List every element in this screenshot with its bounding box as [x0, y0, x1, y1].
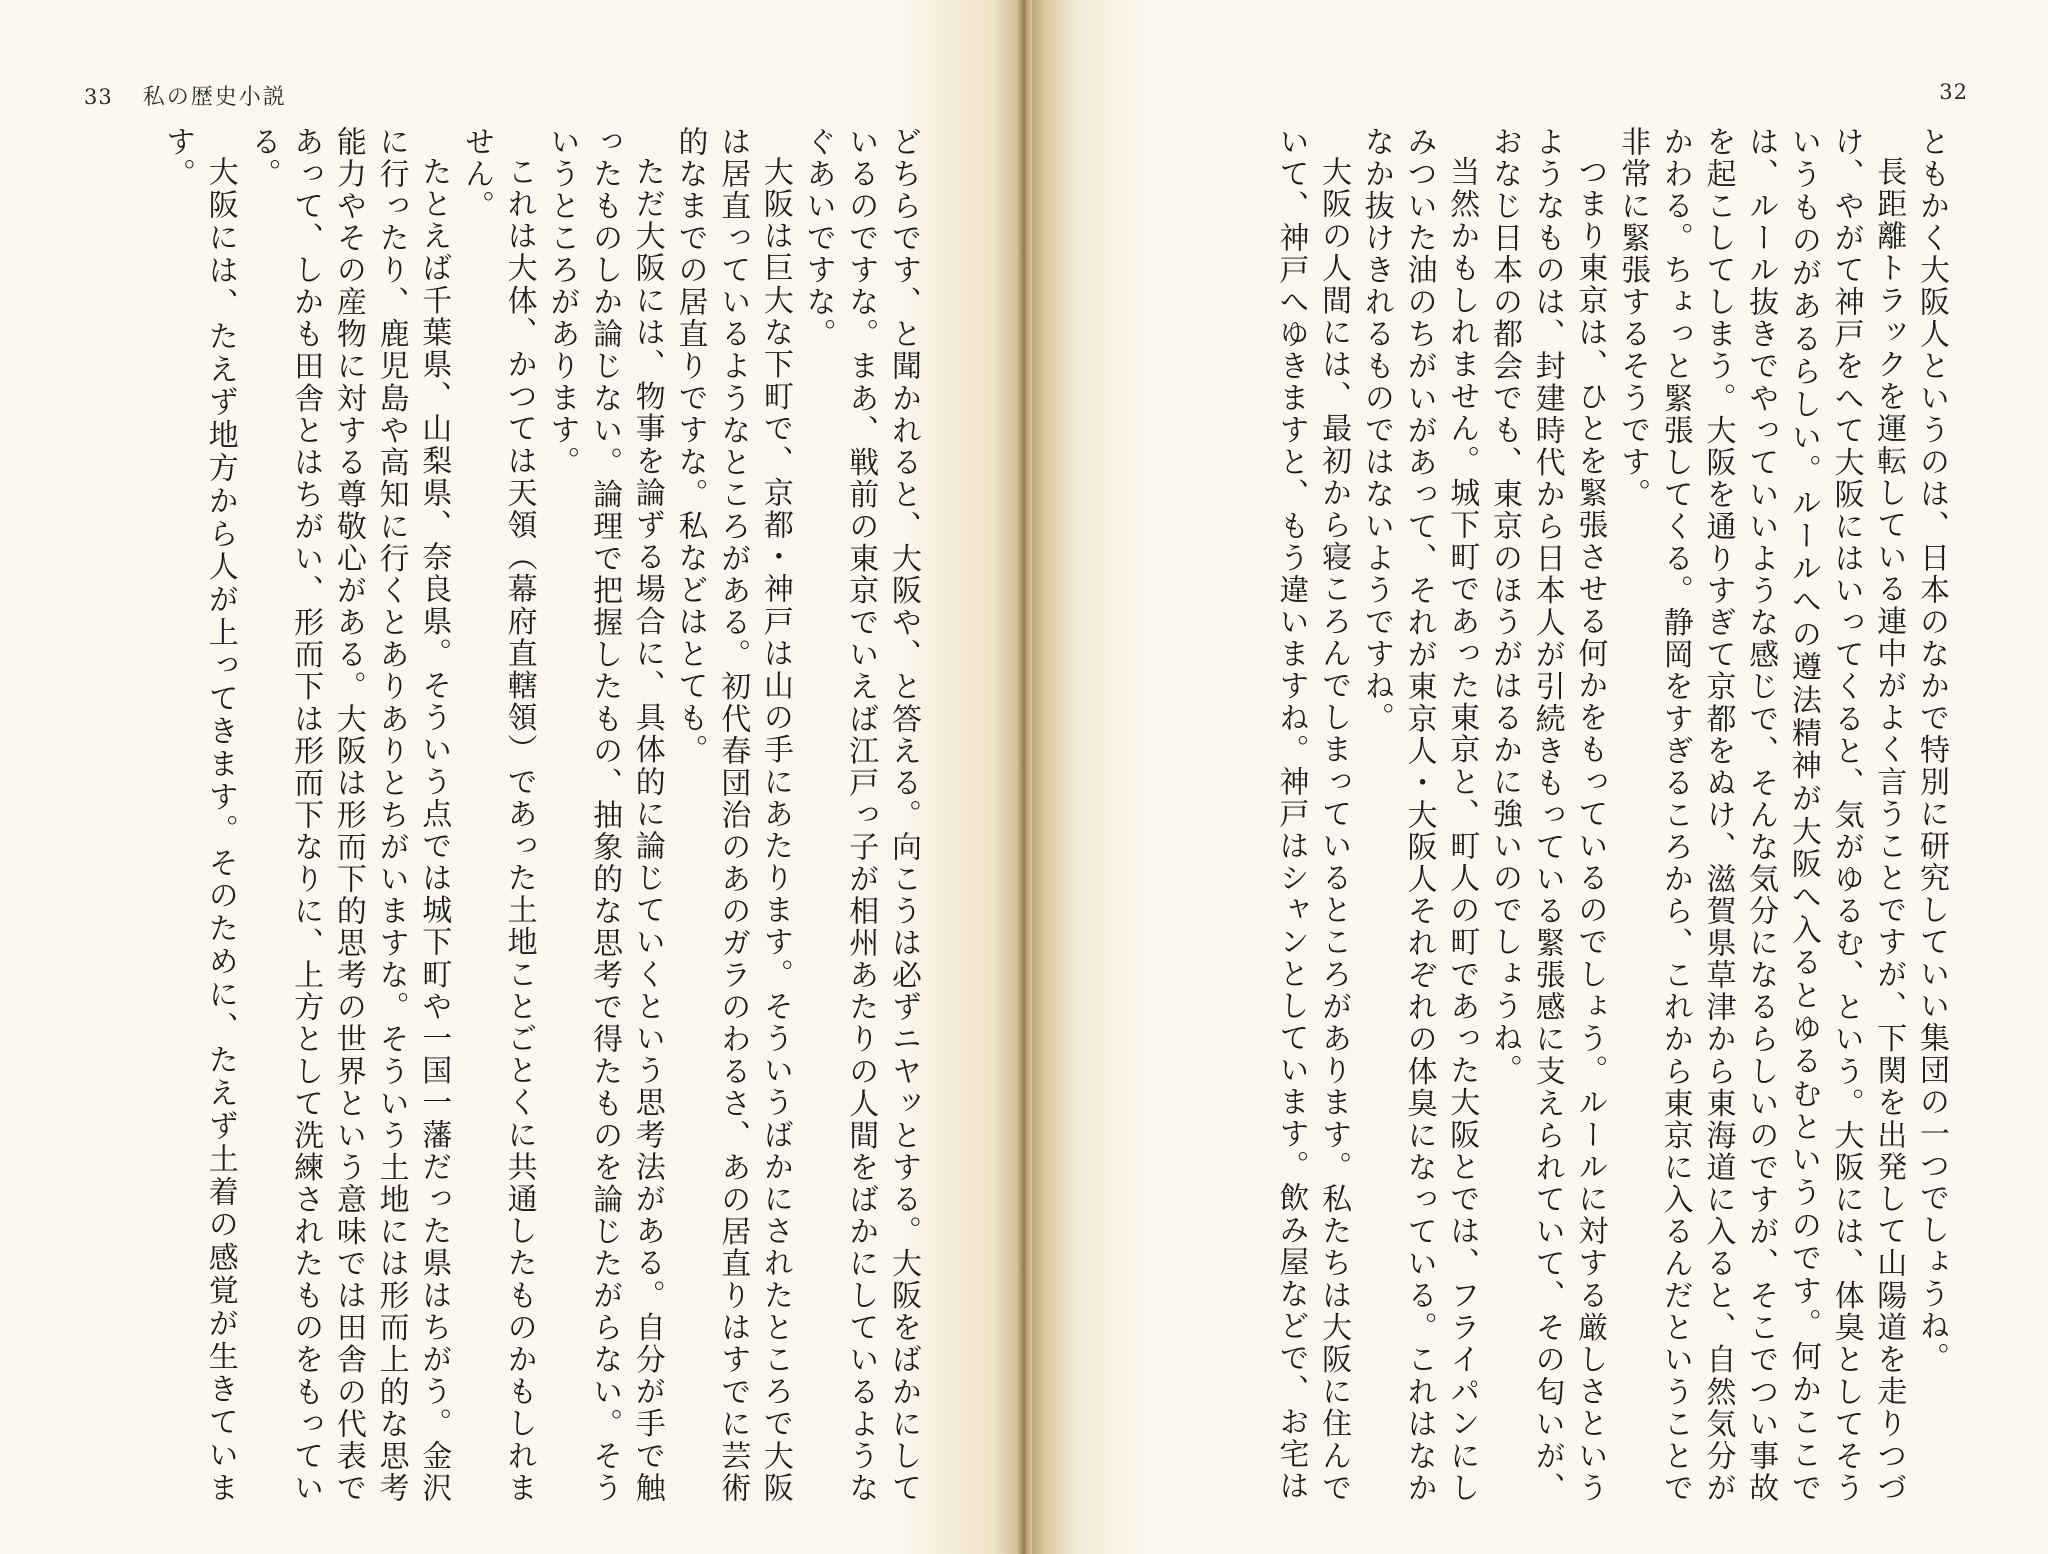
- right-paragraph-3: 当然かもしれません。城下町であった東京と、町人の町であった大阪とでは、フライパンにしみついた油のちがいがあって、それが東京人・大阪人それぞれの体臭になっている。これはなかなか抜けきれるものではないようですね。: [1358, 126, 1480, 1504]
- left-page-body: [84, 126, 924, 1504]
- left-paragraph-5: たとえば千葉県、山梨県、奈良県。そういう点では城下町や一国一藩だった県はちがう。金沢に行ったり、鹿児島や高知に行くとありありとちがいますな。そういう土地には形而上的な思考能力やその産物に対する尊敬心がある。大阪は形而下的思考の世界という意味では田舎の代表であって、しかも田舎とはちがい、形而下は形而下なりに、上方として洗練されたものをもっている。: [245, 126, 452, 1504]
- left-paragraph-3: ただ大阪には、物事を論ずる場合に、具体的に論じていくという思考法がある。自分が手で触ったものしか論じない。論理で把握したもの、抽象的な思考で得たものを論じたがらない。そういうところがあります。: [544, 126, 665, 1504]
- right-page-body: [1152, 126, 1952, 1504]
- right-page: [1024, 0, 2048, 1554]
- book-gutter: [1018, 0, 1032, 1554]
- left-paragraph-1: どちらです、と聞かれると、大阪や、と答える。向こうは必ずニヤッとする。大阪をばかにしているのですな。まあ、戦前の東京でいえば江戸っ子が相州あたりの人間をばかにしているようなぐあいですな。: [800, 126, 921, 1504]
- left-paragraph-6: 大阪には、たえず地方から人が上ってきます。そのために、たえず土着の感覚が生きています。: [160, 126, 238, 1504]
- right-page-number: 32: [1939, 80, 1968, 104]
- left-paragraph-2: 大阪は巨大な下町で、京都・神戸は山の手にあたります。そういうばかにされたところで大阪は居直っているようなところがある。初代春団治のあのガラのわるさ、あの居直りはすでに芸術的なまでの居直りですな。私などはとても。: [672, 126, 793, 1504]
- right-paragraph-4: 大阪の人間には、最初から寝ころんでしまっているところがあります。私たちは大阪に住んでいて、神戸へゆきますと、もう違いますね。神戸はシャンとしています。飲み屋などで、お宅は: [1273, 126, 1352, 1504]
- running-title: 私の歴史小説: [142, 85, 287, 110]
- left-page-number: 33: [84, 85, 113, 109]
- right-lead-line: ともかく大阪人というのは、日本のなかで特別に研究していい集団の一つでしょうね。: [1914, 126, 1949, 1374]
- right-paragraph-1: 長距離トラックを運転している連中がよく言うことですが、下関を出発して山陽道を走りつづけ、やがて神戸をへて大阪にはいってくると、気がゆるむ、という。大阪には、体臭としてそういうものがあるらしい。ルールへの遵法精神が大阪へ入るとゆるむというのです。何かここでは、ルール抜きでやっていいような感じで、そんな気分になるらしいのですが、そこでつい事故を起こしてしまう。大阪を通りすぎて京都をぬけ、滋賀県草津から東海道に入ると、自然気分がかわる。ちょっと緊張してくる。静岡をすぎるころから、これから東京に入るんだということで非常に緊張するそうです。: [1615, 126, 1907, 1504]
- left-paragraph-4: これは大体、かつては天領（幕府直轄領）であった土地ことごとくに共通したものかもしれません。: [458, 126, 537, 1504]
- right-paragraph-2: つまり東京は、ひとを緊張させる何かをもっているのでしょう。ルールに対する厳しさというようなものは、封建時代から日本人が引続きもっている緊張感に支えられていて、その匂いが、おなじ日本の都会でも、東京のほうがはるかに強いのでしょうね。: [1486, 126, 1608, 1504]
- left-page-header: [84, 80, 287, 111]
- right-page-header: [1939, 80, 1968, 104]
